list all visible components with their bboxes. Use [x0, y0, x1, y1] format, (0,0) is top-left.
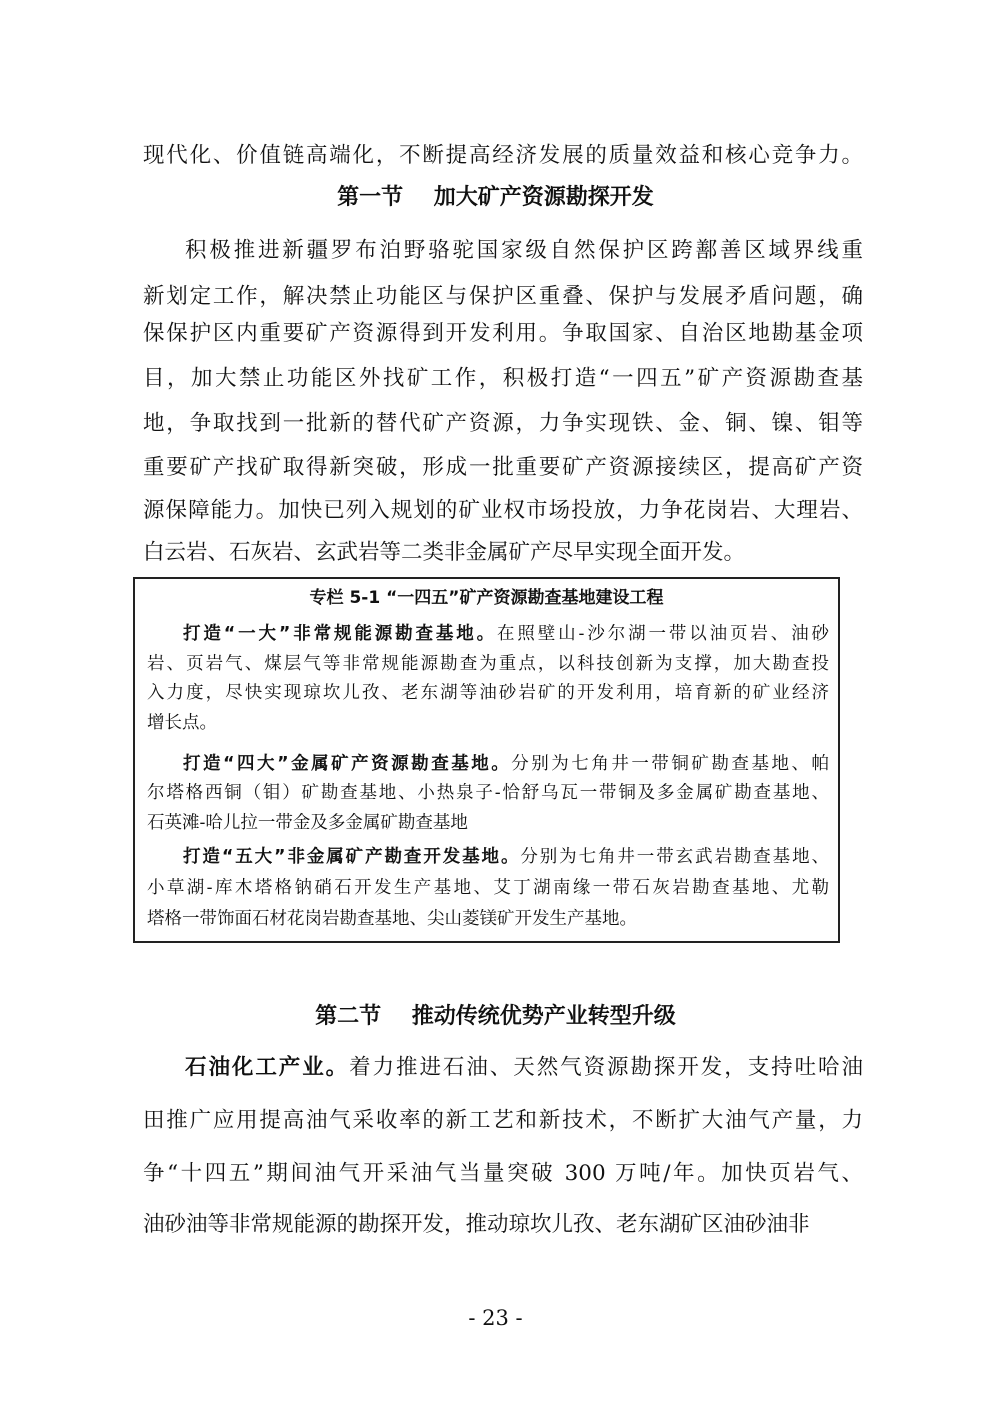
feature-box: [133, 577, 840, 943]
box-p1-line-1: [183, 621, 829, 647]
section2-lead: 石油化工产业。: [185, 1055, 350, 1080]
box-p1-lead: 打造“一大”非常规能源勘查基地。: [183, 624, 498, 644]
box-p3-lead: 打造“五大”非金属矿产勘查开发基地。: [183, 847, 521, 867]
box-p1-line-3: 入力度，尽快实现琼坎儿孜、老东湖等油砂岩矿的开发利用，培育新的矿业经济: [147, 683, 829, 703]
section1-line-8: 白云岩、石灰岩、玄武岩等二类非金属矿产尽早实现全面开发。: [143, 540, 746, 565]
section2-line-4: 油砂油等非常规能源的勘探开发，推动琼坎儿孜、老东湖矿区油砂油非: [143, 1212, 810, 1237]
box-p3-text: 分别为七角井一带玄武岩勘查基地、: [520, 847, 829, 867]
section2-heading: 第二节 推动传统优势产业转型升级: [315, 1004, 676, 1029]
section1-line-6: 重要矿产找矿取得新突破，形成一批重要矿产资源接续区，提高矿产资: [143, 455, 863, 480]
box-p2-line-2: 尔塔格西铜（钼）矿勘查基地、小热泉子-恰舒乌瓦一带铜及多金属矿勘查基地、: [147, 783, 829, 803]
section2-line-1: [185, 1053, 863, 1083]
section1-heading: 第一节 加大矿产资源勘探开发: [337, 185, 654, 210]
box-p2-lead: 打造“四大”金属矿产资源勘查基地。: [183, 754, 512, 774]
box-p2-line-3: 石英滩-哈儿拉一带金及多金属矿勘查基地: [147, 813, 468, 833]
box-p1-line-2: 岩、页岩气、煤层气等非常规能源勘查为重点，以科技创新为支撑，加大勘查投: [147, 654, 829, 674]
box-p3-line-3: 塔格一带饰面石材花岗岩勘查基地、尖山菱镁矿开发生产基地。: [147, 909, 637, 929]
section2-line-2: 田推广应用提高油气采收率的新工艺和新技术，不断扩大油气产量，力: [143, 1108, 863, 1133]
feature-box-title: 专栏 5-1 “一四五”矿产资源勘查基地建设工程: [309, 588, 664, 608]
section1-line-5: 地，争取找到一批新的替代矿产资源，力争实现铁、金、铜、镍、钼等: [143, 411, 863, 436]
box-p1-line-4: 增长点。: [147, 713, 217, 733]
section2-line-3: 争“十四五”期间油气开采油气当量突破 300 万吨/年。加快页岩气、: [143, 1161, 863, 1186]
section1-line-7: 源保障能力。加快已列入规划的矿业权市场投放，力争花岗岩、大理岩、: [143, 498, 863, 523]
section2-line-1-text: 着力推进石油、天然气资源勘探开发，支持吐哈油: [349, 1055, 863, 1080]
section1-line-4: 目，加大禁止功能区外找矿工作，积极打造“一四五”矿产资源勘查基: [143, 366, 863, 391]
box-p1-text: 在照壁山-沙尔湖一带以油页岩、油砂: [497, 624, 829, 644]
section1-line-3: 保保护区内重要矿产资源得到开发利用。争取国家、自治区地勘基金项: [143, 321, 863, 346]
box-p2-line-1: [183, 751, 829, 777]
section1-line-1: 积极推进新疆罗布泊野骆驼国家级自然保护区跨鄯善区域界线重: [185, 238, 863, 263]
box-p2-text: 分别为七角井一带铜矿勘查基地、帕: [511, 754, 829, 774]
box-p3-line-2: 小草湖-库木塔格钠硝石开发生产基地、艾丁湖南缘一带石灰岩勘查基地、尤勒: [147, 878, 829, 898]
page-number: - 23 -: [468, 1306, 523, 1330]
box-p3-line-1: [183, 844, 829, 870]
intro-line: 现代化、价值链高端化，不断提高经济发展的质量效益和核心竞争力。: [143, 143, 863, 168]
section1-line-2: 新划定工作，解决禁止功能区与保护区重叠、保护与发展矛盾问题，确: [143, 284, 863, 309]
